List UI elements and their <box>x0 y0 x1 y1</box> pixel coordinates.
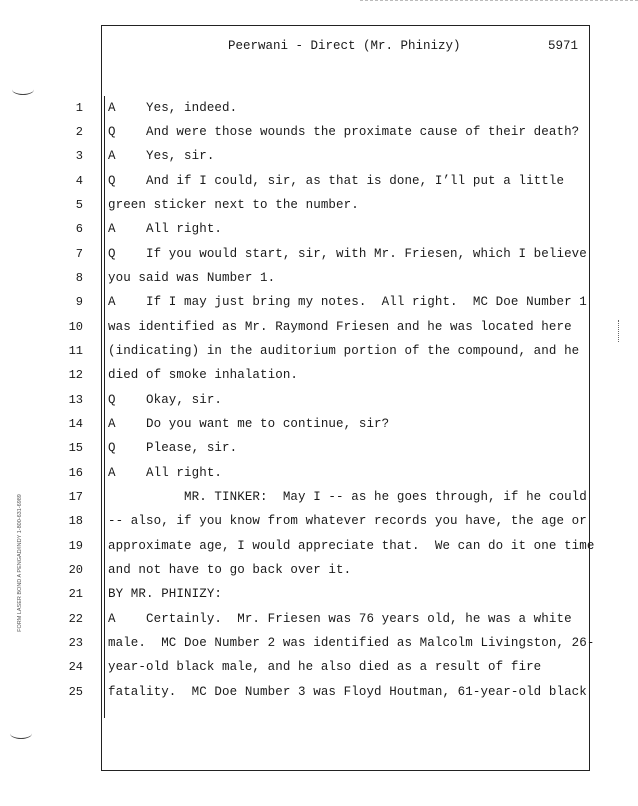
line-number: 4 <box>75 174 83 188</box>
line-number: 7 <box>75 247 83 261</box>
line-text: was identified as Mr. Raymond Friesen and he was located here <box>108 320 572 334</box>
line-number: 11 <box>68 344 83 358</box>
punch-hole-mark-top <box>12 84 34 95</box>
line-text: fatality. MC Doe Number 3 was Floyd Houtman, 61-year-old black <box>108 685 587 699</box>
line-number: 3 <box>75 149 83 163</box>
line-number: 25 <box>68 685 83 699</box>
line-number: 10 <box>68 320 83 334</box>
line-number: 24 <box>68 660 83 674</box>
line-number: 21 <box>68 587 83 601</box>
punch-hole-mark-bottom <box>10 728 32 739</box>
line-text: A All right. <box>108 466 223 480</box>
line-text: approximate age, I would appreciate that. We can do it one time <box>108 539 595 553</box>
line-text: MR. TINKER: May I -- as he goes through, if he could <box>108 490 587 504</box>
line-text: A Yes, sir. <box>108 149 215 163</box>
line-number: 5 <box>75 198 83 212</box>
line-number: 22 <box>68 612 83 626</box>
line-text: BY MR. PHINIZY: <box>108 587 223 601</box>
line-number: 13 <box>68 393 83 407</box>
line-text: you said was Number 1. <box>108 271 276 285</box>
line-text: year-old black male, and he also died as a result of fire <box>108 660 542 674</box>
line-text: A If I may just bring my notes. All right. MC Doe Number 1 <box>108 295 587 309</box>
left-margin-rule <box>104 96 105 718</box>
line-number: 9 <box>75 295 83 309</box>
line-text: (indicating) in the auditorium portion of the compound, and he <box>108 344 580 358</box>
line-text: Q And were those wounds the proximate cause of their death? <box>108 125 580 139</box>
line-number: 12 <box>68 368 83 382</box>
line-text: Q Okay, sir. <box>108 393 223 407</box>
line-number: 6 <box>75 222 83 236</box>
line-number: 18 <box>68 514 83 528</box>
line-text: A All right. <box>108 222 223 236</box>
line-number: 15 <box>68 441 83 455</box>
line-number: 23 <box>68 636 83 650</box>
line-text: and not have to go back over it. <box>108 563 352 577</box>
margin-tick-marks <box>618 320 621 342</box>
line-text: died of smoke inhalation. <box>108 368 299 382</box>
line-number: 16 <box>68 466 83 480</box>
line-text: A Certainly. Mr. Friesen was 76 years old, he was a white <box>108 612 572 626</box>
page-title: Peerwani - Direct (Mr. Phinizy) <box>228 39 461 53</box>
line-text: green sticker next to the number. <box>108 198 359 212</box>
line-text: Q If you would start, sir, with Mr. Friesen, which I believe <box>108 247 587 261</box>
line-text: Q And if I could, sir, as that is done, I’ll put a little <box>108 174 565 188</box>
side-margin-text: FORM LASER BOND A PENGAD/INDY 1-800-631-6989 <box>17 494 23 632</box>
line-number: 20 <box>68 563 83 577</box>
line-number: 17 <box>68 490 83 504</box>
line-number: 8 <box>75 271 83 285</box>
line-number: 14 <box>68 417 83 431</box>
line-number: 2 <box>75 125 83 139</box>
line-number: 19 <box>68 539 83 553</box>
line-number: 1 <box>75 101 83 115</box>
page-number: 5971 <box>548 39 579 53</box>
line-text: -- also, if you know from whatever records you have, the age or <box>108 514 587 528</box>
line-text: male. MC Doe Number 2 was identified as Malcolm Livingston, 26- <box>108 636 595 650</box>
scan-edge-mark <box>360 0 638 4</box>
line-text: A Do you want me to continue, sir? <box>108 417 390 431</box>
line-text: A Yes, indeed. <box>108 101 238 115</box>
line-text: Q Please, sir. <box>108 441 238 455</box>
